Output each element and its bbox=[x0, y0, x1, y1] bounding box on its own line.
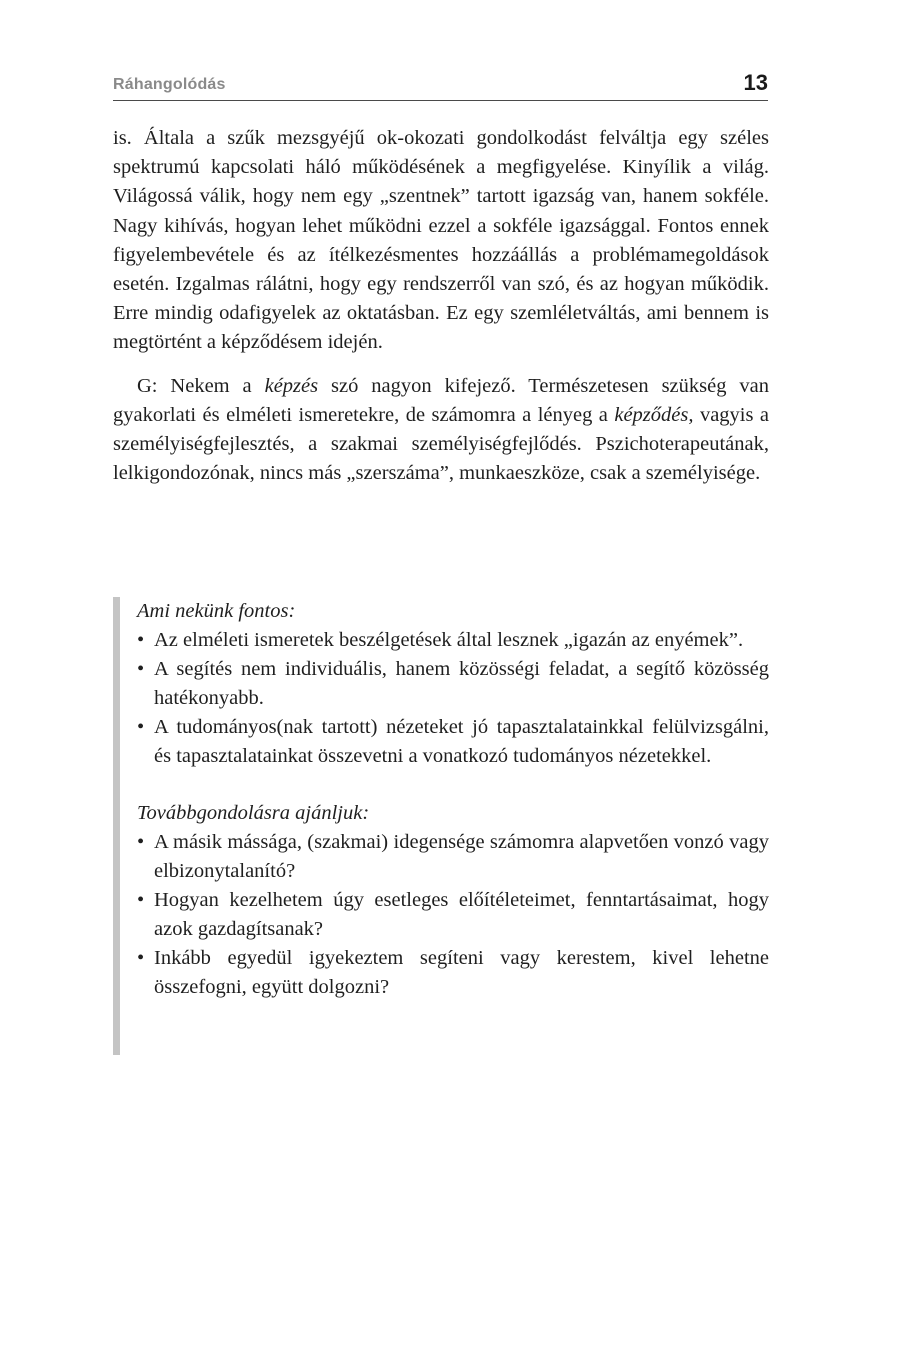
important-heading: Ami nekünk fontos: bbox=[137, 600, 296, 622]
important-list bbox=[137, 626, 769, 771]
page-number: 13 bbox=[743, 70, 768, 95]
list-item bbox=[137, 944, 769, 1002]
further-thinking-heading: Továbbgondolásra ajánljuk: bbox=[137, 802, 370, 824]
main-text bbox=[113, 124, 769, 488]
running-header bbox=[113, 66, 768, 101]
bullet-icon: • bbox=[137, 947, 145, 969]
list-item-text: Hogyan kezelhetem úgy esetleges előítéleteimet, fenntartásaimat, hogy azok gazdagítsanak? bbox=[154, 889, 769, 940]
paragraph-g-text-1: G: Nekem a bbox=[137, 374, 265, 397]
list-item bbox=[137, 713, 769, 771]
paragraph-g bbox=[113, 372, 769, 489]
summary-box bbox=[113, 597, 769, 1055]
list-item bbox=[137, 655, 769, 713]
further-thinking-list bbox=[137, 828, 769, 1002]
bullet-icon: • bbox=[137, 889, 145, 911]
list-item-text: Inkább egyedül igyekeztem segíteni vagy kerestem, kivel lehetne összefogni, együtt dolgozni? bbox=[154, 947, 769, 998]
chapter-title: Ráhangolódás bbox=[113, 76, 226, 93]
list-item-text: A segítés nem individuális, hanem közösségi feladat, a segítő közösség hatékonyabb. bbox=[154, 658, 769, 709]
section-spacer bbox=[137, 771, 769, 799]
list-item bbox=[137, 828, 769, 886]
list-item bbox=[137, 626, 769, 655]
bullet-icon: • bbox=[137, 629, 145, 651]
emphasis-kepzodes: képződés, bbox=[614, 403, 694, 426]
list-item bbox=[137, 886, 769, 944]
list-item-text: A másik mássága, (szakmai) idegensége számomra alapvetően vonzó vagy elbizonytalanító? bbox=[154, 831, 769, 882]
emphasis-kepzes: képzés bbox=[264, 374, 319, 397]
list-item-text: Az elméleti ismeretek beszélgetések által lesznek „igazán az enyémek”. bbox=[154, 629, 744, 651]
paragraph-g-text-3: vagyis a személyiségfejlesztés, a szakmai személyiségfejlődés. Pszichoterapeutának, lelkigondozónak, nincs más „szerszáma”, munkaeszköze, csak a személyisége. bbox=[113, 403, 770, 485]
bullet-icon: • bbox=[137, 658, 145, 680]
paragraph-g-text-2: szó nagyon kifejező. Természetesen szükség van gyakorlati és elméleti ismeretekre, de számomra a lényeg a bbox=[113, 374, 769, 426]
paragraph-continued: is. Általa a szűk mezsgyéjű ok-okozati gondolkodást felváltja egy széles spektrumú kapcsolati háló működésének a megfigyelése. Kinyílik a világ. Világossá válik, hogy nem egy „szentnek” tartott igazság van, hanem sokféle. Nagy kihívás, hogyan lehet működni ezzel a sokféle igazsággal. Fontos ennek figyelembevétele és az ítélkezésmentes hozzáállás a problémamegoldások esetén. Izgalmas rálátni, hogy egy rendszerről van szó, és az hogyan működik. Erre mindig odafigyelek az oktatásban. Ez egy szemléletváltás, ami bennem is megtörtént a képződésem idején. bbox=[113, 127, 769, 354]
list-item-text: A tudományos(nak tartott) nézeteket jó tapasztalatainkkal felülvizsgálni, és tapasztalatainkat összevetni a vonatkozó tudományos nézetekkel. bbox=[154, 716, 769, 767]
bullet-icon: • bbox=[137, 716, 145, 738]
box-side-bar bbox=[113, 597, 120, 1055]
box-content bbox=[137, 597, 769, 1002]
bullet-icon: • bbox=[137, 831, 145, 853]
